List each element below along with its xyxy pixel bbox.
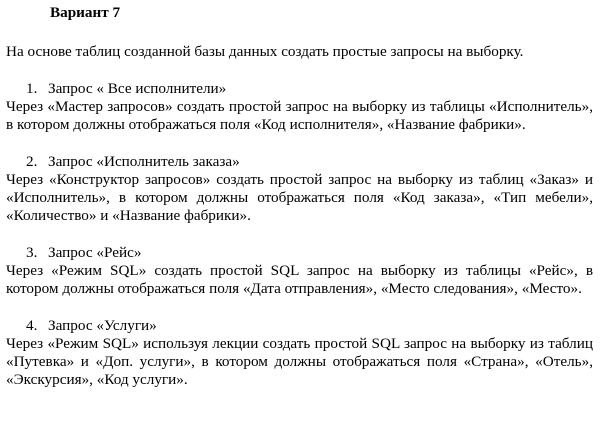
intro-text: На основе таблиц созданной базы данных создать простые запросы на выборку. xyxy=(6,43,524,60)
task-title: Запрос «Исполнитель заказа» xyxy=(48,153,240,170)
task-number: 3. xyxy=(26,244,38,261)
variant-title: Вариант 7 xyxy=(50,4,121,21)
task-item-2 xyxy=(6,153,593,225)
task-heading xyxy=(26,244,593,262)
task-body: Через «Мастер запросов» создать простой запрос на выборку из таблицы «Исполнитель», в котором должны отображаться поля «Код исполнителя», «Название фабрики». xyxy=(6,98,593,133)
task-heading xyxy=(26,153,593,171)
task-body: Через «Конструктор запросов» создать простой запрос на выборку из таблиц «Заказ» и «Исполнитель», в котором должны отображаться поля «Код заказа», «Тип мебели», «Количество» и «Название фабрики». xyxy=(6,171,593,224)
task-item-3 xyxy=(6,244,593,298)
task-title: Запрос «Рейс» xyxy=(48,244,142,261)
task-title: Запрос «Услуги» xyxy=(48,317,157,334)
task-item-1 xyxy=(6,80,593,134)
task-item-4 xyxy=(6,317,593,389)
task-body: Через «Режим SQL» используя лекции создать простой SQL запрос на выборку из таблиц «Путевка» и «Доп. услуги», в котором должны отображаться поля «Страна», «Отель», «Экскурсия», «Код услуги». xyxy=(6,335,593,388)
task-body: Через «Режим SQL» создать простой SQL запрос на выборку из таблицы «Рейс», в котором должны отображаться поля «Дата отправления», «Место следования», «Место». xyxy=(6,262,593,297)
task-title: Запрос « Все исполнители» xyxy=(48,80,227,97)
task-number: 2. xyxy=(26,153,38,170)
task-heading xyxy=(26,80,593,98)
task-heading xyxy=(26,317,593,335)
task-number: 4. xyxy=(26,317,38,334)
task-number: 1. xyxy=(26,80,38,97)
document-page xyxy=(6,4,593,389)
